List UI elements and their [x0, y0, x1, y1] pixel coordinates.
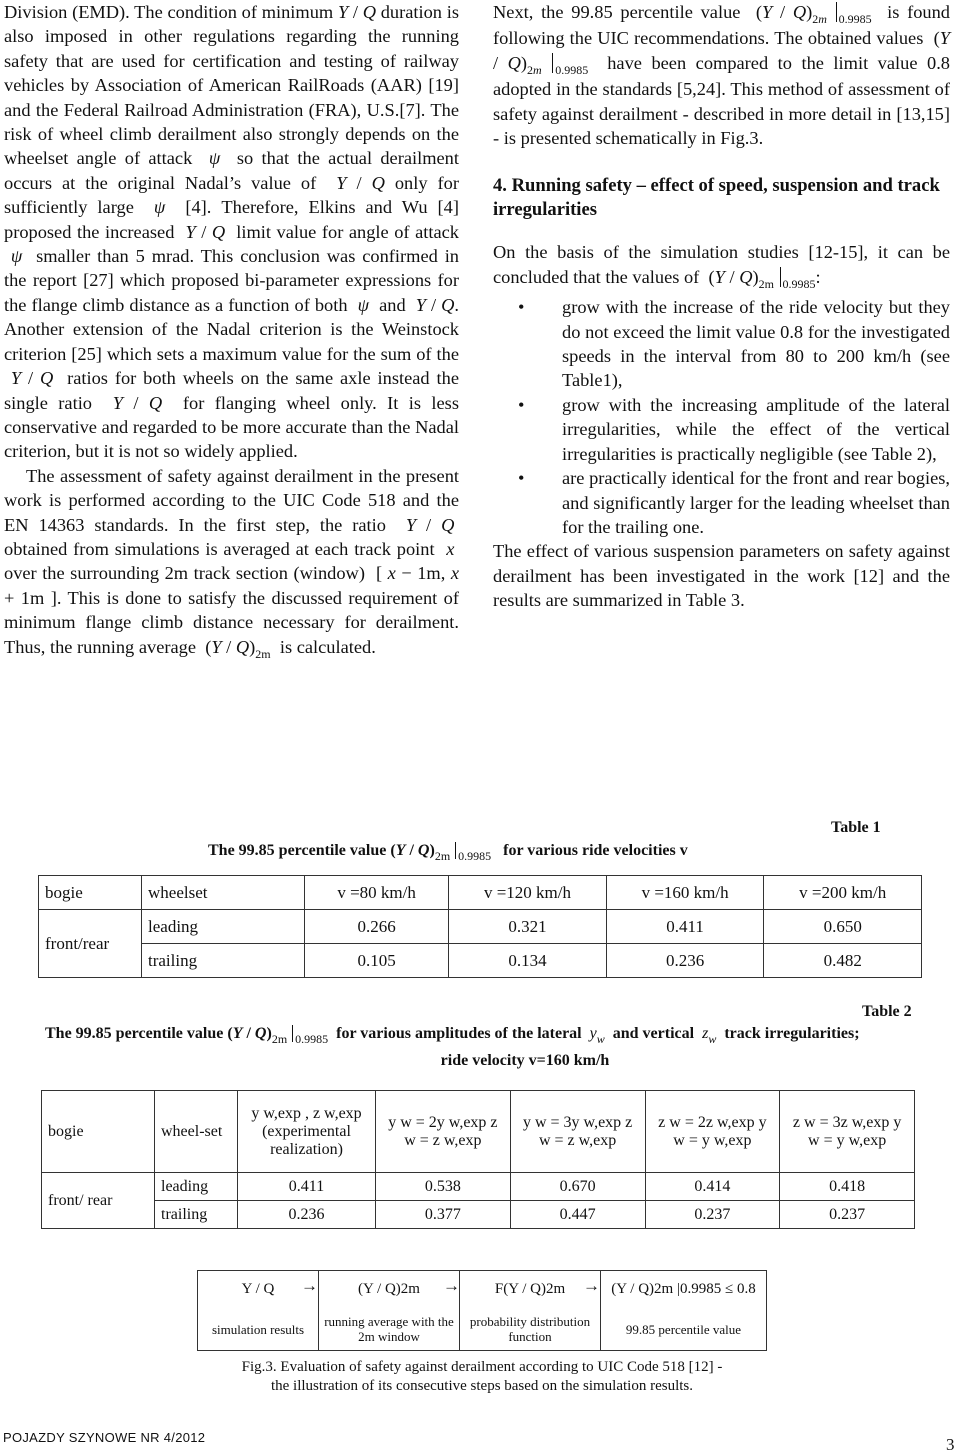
- table-cell: 0.411: [606, 910, 764, 944]
- table-cell: 0.447: [510, 1201, 645, 1229]
- table-cell: leading: [155, 1173, 238, 1201]
- table-header: bogie: [42, 1091, 155, 1173]
- left-paragraph-2: The assessment of safety against derailment in the present work is performed according to the UIC Code 518 and the EN 14363 standards. In the first step, the ratio Y / Q obtained from simulations is averaged at each track point x over the surrounding 2m track section (window) [ x − 1m, x + 1m ]. This is done to satisfy the discussed requirement of minimum flange climb distance necessary for derailment. Thus, the running average $(Y / Q)_{2m}$ is calculated.: [4, 465, 459, 661]
- table-cell: 0.650: [764, 910, 922, 944]
- page-number: 3: [946, 1435, 955, 1454]
- table-row: [42, 1173, 915, 1201]
- table-cell: 0.670: [510, 1173, 645, 1201]
- left-paragraph-1: Division (EMD). The condition of minimum Y / Q duration is also imposed in other regulations regarding the running safety that are used for certification and testing of railway vehicles by Association of American RailRoads (AAR) [19] and the Federal Railroad Administration (FRA), U.S.[7]. The risk of wheel climb derailment also strongly depends on the wheelset angle of attack ψ so that the actual derailment occurs at the original Nadal’s value of Y / Q only for sufficiently large ψ [4]. Therefore, Elkins and Wu [4] proposed the increased Y / Q limit value for angle of attack ψ smaller than 5 mrad. This conclusion was confirmed in the report [27] which proposed bi-parameter expressions for the flange climb distance as a function of both ψ and Y / Q. Another extension of the Nadal criterion is the Weinstock criterion [25] which sets a maximum value for the sum of the Y / Q ratios for both wheels on the same axle instead the single ratio Y / Q for flanging wheel only. It is less conservative and regarded to be more accurate than the Nadal criterion, but it is not so widely applied.: [4, 2, 459, 462]
- arrow-right-icon: →: [443, 1276, 460, 1295]
- table2-caption-line2: ride velocity v=160 km/h: [440, 1052, 610, 1069]
- table-cell: 0.266: [305, 910, 449, 944]
- list-item: • grow with the increasing amplitude of the lateral irregularities, while the effect of the vertical irregularities is practically negligible (see Table 2),: [562, 393, 950, 466]
- table-cell: 0.414: [645, 1173, 780, 1201]
- section-heading: 4. Running safety – effect of speed, suspension and track irregularities: [493, 175, 940, 221]
- table-header: wheel-set: [155, 1091, 238, 1173]
- table-cell-bogie: front/rear: [39, 910, 142, 978]
- table-cell: 0.236: [238, 1201, 376, 1229]
- left-column: [4, 0, 459, 661]
- table-row: [39, 944, 922, 978]
- table-cell: trailing: [142, 944, 305, 978]
- table2-label: Table 2: [862, 1003, 912, 1020]
- table-header: v =200 km/h: [764, 876, 922, 910]
- list-item: • grow with the increase of the ride velocity but they do not exceed the limit value 0.8 for the investigated speeds in the interval from 80 to 200 km/h (see Table1),: [562, 295, 950, 393]
- step-formula: (Y / Q)2m: [319, 1271, 460, 1309]
- table-cell: 0.236: [606, 944, 764, 978]
- right-column: [493, 0, 950, 613]
- arrow-right-icon: →: [583, 1276, 600, 1295]
- table1-label: Table 1: [831, 819, 881, 836]
- table-header: z w = 2z w,exp y w = y w,exp: [645, 1091, 780, 1173]
- table-cell-bogie: front/ rear: [42, 1173, 155, 1229]
- arrow-right-icon: →: [301, 1276, 318, 1295]
- table2: [41, 1090, 915, 1229]
- step-label: simulation results: [198, 1309, 319, 1351]
- table-cell: 0.538: [376, 1173, 511, 1201]
- table-cell: 0.418: [780, 1173, 915, 1201]
- table-header: v =160 km/h: [606, 876, 764, 910]
- right-paragraph-3: The effect of various suspension parameters on safety against derailment has been investigated in the work [12] and the results are summarized in Table 3.: [493, 541, 950, 611]
- journal-footer: POJAZDY SZYNOWE NR 4/2012: [3, 1430, 206, 1445]
- table-cell: 0.482: [764, 944, 922, 978]
- table-cell: leading: [142, 910, 305, 944]
- table-row: [42, 1201, 915, 1229]
- table-header: v =120 km/h: [449, 876, 607, 910]
- table1: [38, 875, 922, 978]
- step-formula: (Y / Q)2m |0.9985 ≤ 0.8: [601, 1271, 767, 1309]
- table-header: v =80 km/h: [305, 876, 449, 910]
- table-cell: 0.411: [238, 1173, 376, 1201]
- table-header: bogie: [39, 876, 142, 910]
- table-cell: 0.377: [376, 1201, 511, 1229]
- list-item: • are practically identical for the front and rear bogies, and significantly larger for the leading wheelset than for the trailing one.: [562, 466, 950, 539]
- caption-line: the illustration of its consecutive steps based on the simulation results.: [270, 1378, 693, 1394]
- table1-caption: The 99.85 percentile value $(Y / Q)_{2m}$ $_{0.9985}$ for various ride velocities v: [208, 842, 688, 863]
- table-header: y w,exp , z w,exp (experimental realization): [238, 1091, 376, 1173]
- table-cell: 0.237: [645, 1201, 780, 1229]
- figure-3-steps: [197, 1270, 767, 1351]
- step-formula: Y / Q: [198, 1271, 319, 1309]
- table-cell: 0.105: [305, 944, 449, 978]
- right-paragraph-1: Next, the 99.85 percentile value $(Y / Q)_{2m}$ $_{0.9985}$ is found following the UIC recommendations. The obtained values $(Y / Q)_{2m}$ $_{0.9985}$ have been compared to the limit value 0.8 adopted in the standards [5,24]. This method of assessment of safety against derailment - described in more detail in [13,15] - is presented schematically in Fig.3.: [493, 2, 950, 149]
- table-cell: 0.237: [780, 1201, 915, 1229]
- caption-line: Fig.3. Evaluation of safety against derailment according to UIC Code 518 [12] -: [241, 1359, 723, 1375]
- table-row: [39, 910, 922, 944]
- step-label: probability distribution function: [460, 1309, 601, 1351]
- right-paragraph-2: On the basis of the simulation studies [12-15], it can be concluded that the values of $(Y / Q)_{2m}$ $_{0.9985}$:: [493, 242, 950, 291]
- table-cell: 0.321: [449, 910, 607, 944]
- step-label: 99.85 percentile value: [601, 1309, 767, 1351]
- table-header: wheelset: [142, 876, 305, 910]
- table-cell: trailing: [155, 1201, 238, 1229]
- table-header: y w = 2y w,exp z w = z w,exp: [376, 1091, 511, 1173]
- table-header: z w = 3z w,exp y w = y w,exp: [780, 1091, 915, 1173]
- findings-list: [493, 295, 950, 539]
- figure-3-caption: [189, 1358, 775, 1396]
- step-formula: F(Y / Q)2m: [460, 1271, 601, 1309]
- step-label: running average with the 2m window: [319, 1309, 460, 1351]
- table-cell: 0.134: [449, 944, 607, 978]
- table-header: y w = 3y w,exp z w = z w,exp: [510, 1091, 645, 1173]
- table2-caption: The 99.85 percentile value $(Y / Q)_{2m}$ $_{0.9985}$ for various amplitudes of the lateral $y_w$ and vertical $z_w$ track irregularities;: [45, 1025, 860, 1046]
